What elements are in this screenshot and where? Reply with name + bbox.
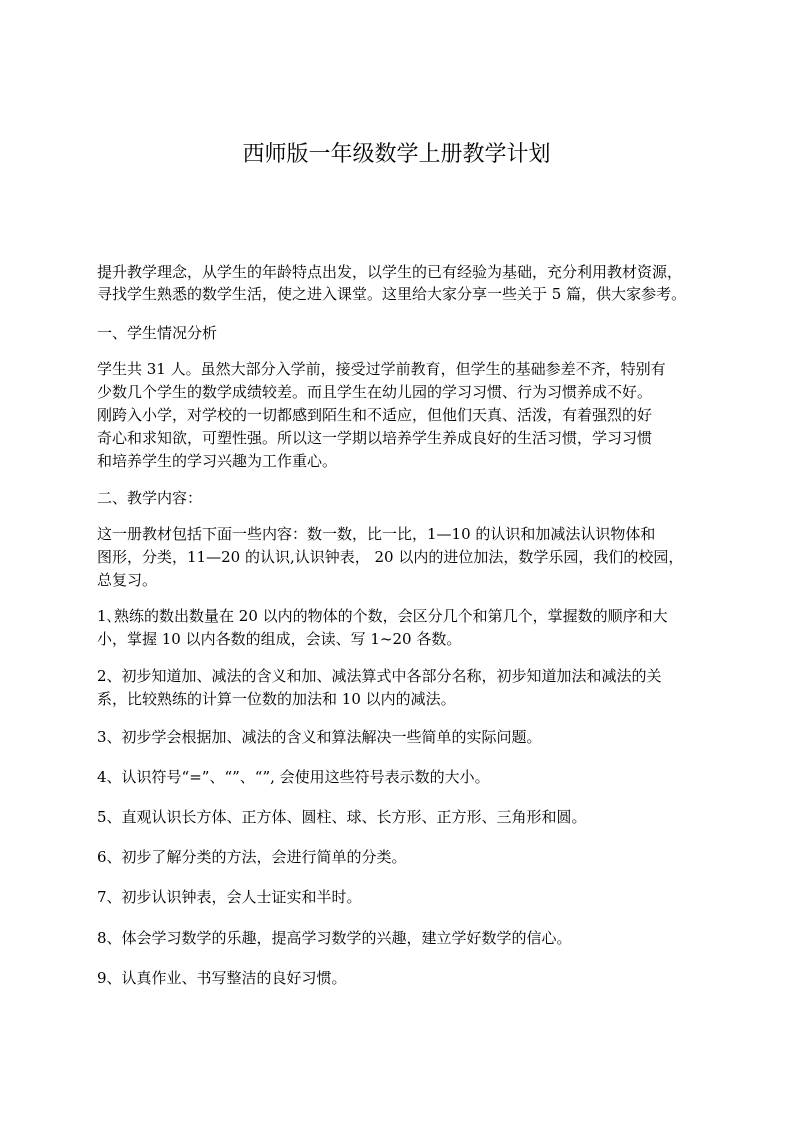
list-item-1-line-2: 小，掌握 10 以内各数的组成，会读、写 1~20 各数。 (97, 630, 462, 648)
list-item-5: 5、直观认识长方体、正方体、圆柱、球、长方形、正方形、三角形和圆。 (97, 808, 587, 826)
page-title: 西师版一年级数学上册教学计划 (242, 142, 551, 167)
paragraph-line: 刚跨入小学，对学校的一切都感到陌生和不适应，但他们天真、活泼，有着强烈的好 (97, 406, 653, 424)
intro-line-2: 寻找学生熟悉的数学生活，使之进入课堂。这里给大家分享一些关于 5 篇，供大家参考。 (97, 285, 687, 303)
section-heading-teaching-content: 二、教学内容： (97, 489, 203, 507)
paragraph-line: 这一册教材包括下面一些内容：数一数，比一比，1—10 的认识和加减法认识物体和 (97, 525, 656, 543)
list-item-4: 4、认识符号“=”、“”、“”, 会使用这些符号表示数的大小。 (97, 768, 490, 786)
paragraph-line: 学生共 31 人。虽然大部分入学前，接受过学前教育，但学生的基础参差不齐，特别有 (97, 360, 666, 378)
list-item-2-line-1: 2、初步知道加、减法的含义和加、减法算式中各部分名称，初步知道加法和减法的关 (97, 667, 662, 685)
list-item-3: 3、初步学会根据加、减法的含义和算法解决一些简单的实际问题。 (97, 728, 542, 746)
paragraph-line: 和培养学生的学习兴趣为工作重心。 (97, 452, 338, 470)
paragraph-line: 总复习。 (97, 571, 158, 589)
section-heading-student-analysis: 一、学生情况分析 (97, 324, 218, 342)
list-item-8: 8、体会学习数学的乐趣，提高学习数学的兴趣，建立学好数学的信心。 (97, 929, 572, 947)
paragraph-line: 图形，分类，11—20 的认识,认识钟表， 20 以内的进位加法，数学乐园，我们的校园， (97, 548, 684, 566)
list-item-6: 6、初步了解分类的方法，会进行简单的分类。 (97, 848, 407, 866)
list-item-2-line-2: 系，比较熟练的计算一位数的加法和 10 以内的减法。 (97, 690, 456, 708)
list-item-1-line-1: 1､熟练的数出数量在 20 以内的物体的个数，会区分几个和第几个，掌握数的顺序和大 (97, 607, 668, 625)
paragraph-line: 奇心和求知欲，可塑性强。所以这一学期以培养学生养成良好的生活习惯，学习习惯 (97, 429, 653, 447)
paragraph-line: 少数几个学生的数学成绩较差。而且学生在幼儿园的学习习惯、行为习惯养成不好。 (97, 383, 653, 401)
list-item-9: 9、认真作业、书写整洁的良好习惯。 (97, 969, 347, 987)
list-item-7: 7、初步认识钟表，会人士证实和半时。 (97, 888, 362, 906)
intro-line-1: 提升教学理念，从学生的年龄特点出发，以学生的已有经验为基础，充分利用教材资源， (97, 263, 683, 281)
